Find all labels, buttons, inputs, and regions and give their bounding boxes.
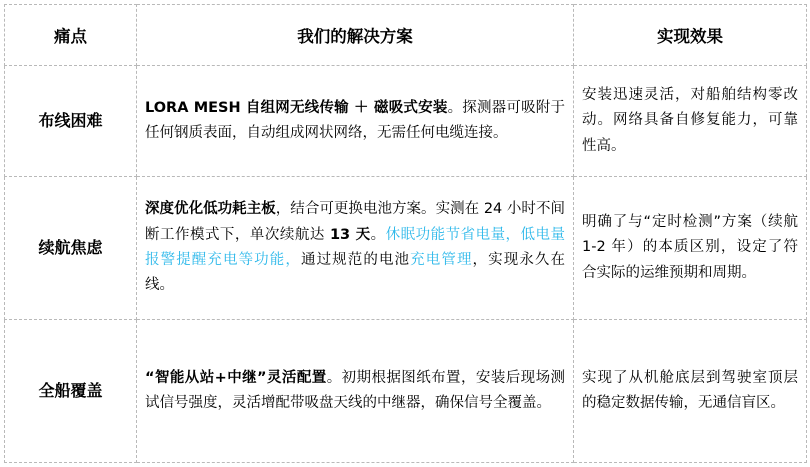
cell-solution — [137, 177, 574, 320]
table-row — [5, 66, 807, 177]
cell-solution — [137, 66, 574, 177]
solution-highlight: “智能从站+中继”灵活配置 — [145, 369, 327, 386]
table-row — [5, 177, 807, 320]
table-header — [5, 5, 807, 66]
solution-highlight-secondary: 13 天 — [329, 226, 371, 243]
solution-text: 。探测器可吸附于任何钢质表面，自动组成网状网络，无需任何电缆连接。 — [145, 99, 566, 141]
solution-table — [4, 4, 807, 463]
header-solution: 我们的解决方案 — [137, 5, 574, 66]
solution-accent-line: 休眠功能节省电量，低电量报警提醒充电等功能， — [145, 226, 566, 268]
solution-highlight: LORA MESH 自组网无线传输 ＋ 磁吸式安装 — [145, 99, 448, 116]
header-effect: 实现效果 — [574, 5, 807, 66]
solution-text-line2-pre: 通过规范的电池 — [300, 252, 411, 268]
solution-text: 。初期根据图纸布置，安装后现场测试信号强度，灵活增配带吸盘天线的中继器，确保信号全覆盖。 — [145, 369, 565, 411]
table-row — [5, 320, 807, 463]
solution-text-line2-post: ，实现永久在线。 — [145, 252, 566, 294]
cell-pain-point: 续航焦虑 — [5, 177, 137, 320]
table-body — [5, 66, 807, 463]
solution-accent-phrase: 充电管理 — [410, 252, 473, 268]
cell-pain-point: 全船覆盖 — [5, 320, 137, 463]
cell-effect: 明确了与“定时检测”方案（续航 1-2 年）的本质区别，设定了符合实际的运维预期和周期。 — [574, 177, 807, 320]
cell-effect: 实现了从机舱底层到驾驶室顶层的稳定数据传输，无通信盲区。 — [574, 320, 807, 463]
solution-text: ，结合可更换电池方案。实测在 24 小时不间断工作模式下，单次续航达 — [145, 201, 565, 243]
solution-text-tail: 。 — [370, 226, 386, 243]
header-pain-point: 痛点 — [5, 5, 137, 66]
cell-solution — [137, 320, 574, 463]
cell-pain-point: 布线困难 — [5, 66, 137, 177]
table-header-row — [5, 5, 807, 66]
solution-highlight: 深度优化低功耗主板 — [145, 201, 276, 218]
cell-effect: 安装迅速灵活，对船舶结构零改动。网络具备自修复能力，可靠性高。 — [574, 66, 807, 177]
